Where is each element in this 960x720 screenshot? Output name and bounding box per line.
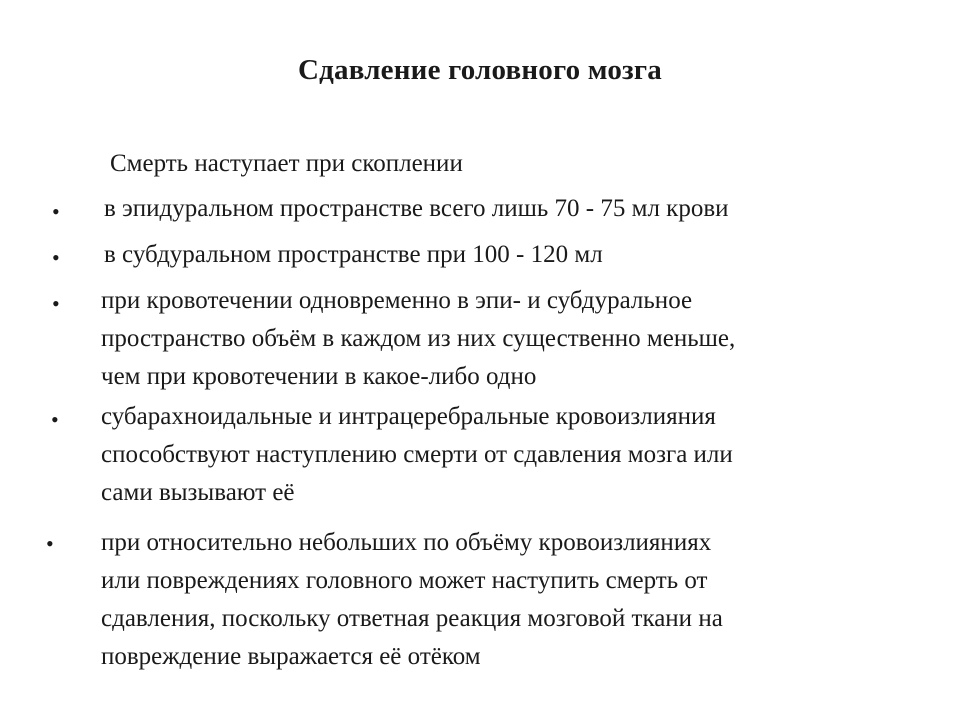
list-item-line: при кровотечении одновременно в эпи- и субдуральное bbox=[101, 287, 693, 314]
list-item-line: субарахноидальные и интрацеребральные кровоизлияния bbox=[101, 403, 716, 430]
list-item-text bbox=[101, 524, 723, 676]
bullet-icon: • bbox=[52, 199, 60, 224]
list-item-line: способствуют наступлению смерти от сдавления мозга или bbox=[101, 441, 733, 468]
list-item-line: или повреждениях головного может наступить смерть от bbox=[101, 567, 708, 594]
list-item-line: в субдуральном пространстве при 100 - 120 мл bbox=[104, 241, 603, 268]
list-item-line: в эпидуральном пространстве всего лишь 70 - 75 мл крови bbox=[104, 195, 729, 222]
list-item-line: повреждение выражается её отёком bbox=[101, 643, 481, 670]
bullet-icon: • bbox=[52, 291, 60, 316]
intro-text: Смерть наступает при скоплении bbox=[110, 150, 463, 177]
bullet-icon: • bbox=[52, 245, 60, 270]
list-item-line: сдавления, поскольку ответная реакция мозговой ткани на bbox=[101, 605, 723, 632]
list-item-line: при относительно небольших по объёму кровоизлияниях bbox=[101, 529, 712, 556]
bullet-icon: • bbox=[46, 531, 54, 556]
list-item-line: пространство объём в каждом из них существенно меньше, bbox=[101, 325, 736, 352]
bullet-icon: • bbox=[51, 407, 59, 432]
list-item-line: чем при кровотечении в какое-либо одно bbox=[101, 363, 537, 390]
slide-title: Сдавление головного мозга bbox=[298, 54, 662, 86]
list-item-text bbox=[101, 282, 735, 396]
list-item-text bbox=[101, 398, 733, 512]
list-item-line: сами вызывают её bbox=[101, 479, 295, 506]
list-item-text bbox=[104, 190, 729, 228]
list-item-text bbox=[104, 236, 603, 274]
